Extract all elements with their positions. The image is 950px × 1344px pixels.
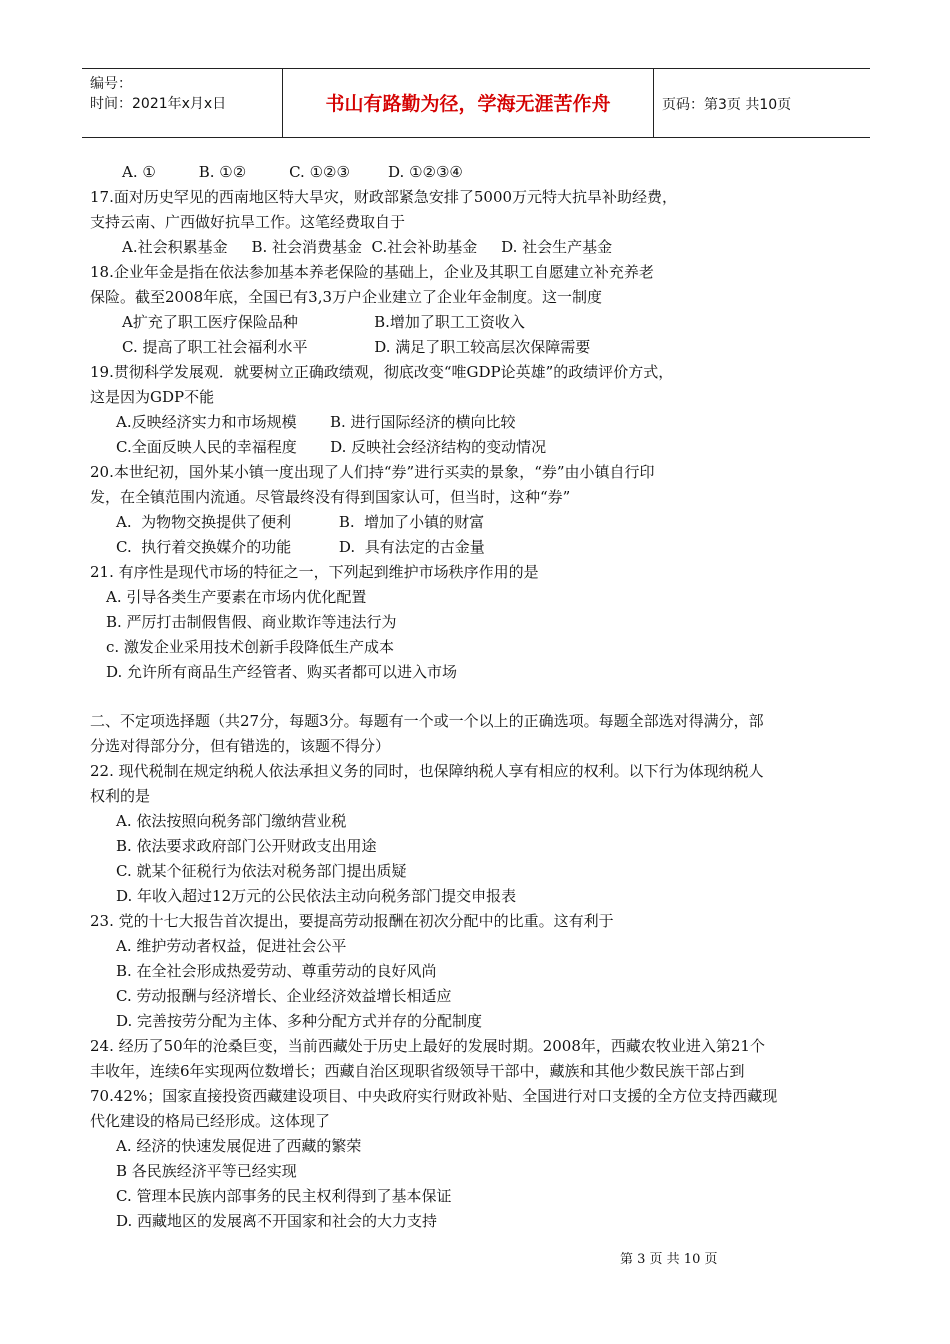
q22-option-d: D. 年收入超过12万元的公民依法主动向税务部门提交申报表 bbox=[116, 887, 517, 905]
q24-stem-4: 代化建设的格局已经形成。这体现了 bbox=[90, 1112, 331, 1130]
q21-option-d: D. 允许所有商品生产经管者、购买者都可以进入市场 bbox=[106, 663, 458, 681]
q17-stem-2: 支持云南、广西做好抗旱工作。这笔经费取自于 bbox=[90, 213, 406, 231]
q21-option-c: c. 激发企业采用技术创新手段降低生产成本 bbox=[106, 638, 394, 656]
q24-stem-3: 70.42%；国家直接投资西藏建设项目、中央政府实行财政补贴、全国进行对口支援的全方位支持西藏现 bbox=[90, 1087, 778, 1105]
q24-option-b: B 各民族经济平等已经实现 bbox=[116, 1162, 297, 1180]
q19-stem-2: 这是因为GDP不能 bbox=[90, 388, 215, 406]
page-footer: 第 3 页 共 10 页 bbox=[620, 1252, 718, 1267]
q21-option-b: B. 严厉打击制假售假、商业欺诈等违法行为 bbox=[106, 613, 397, 631]
q24-option-c: C. 管理本民族内部事务的民主权利得到了基本保证 bbox=[116, 1187, 452, 1205]
date-label: 时间：2021年x月x日 bbox=[90, 96, 227, 112]
q21-stem: 21. 有序性是现代市场的特征之一，下列起到维护市场秩序作用的是 bbox=[90, 563, 539, 581]
section2-heading-1: 二、不定项选择题（共27分，每题3分。每题有一个或一个以上的正确选项。每题全部选对得满分，部 bbox=[90, 712, 764, 730]
page-label: 页码：第3页 共10页 bbox=[662, 97, 792, 113]
q22-stem-1: 22. 现代税制在规定纳税人依法承担义务的同时，也保障纳税人享有相应的权利。以下行为体现纳税人 bbox=[90, 762, 764, 780]
page-header bbox=[82, 68, 870, 138]
header-motto-cell bbox=[283, 69, 654, 137]
q24-option-a: A. 经济的快速发展促进了西藏的繁荣 bbox=[116, 1137, 362, 1155]
q24-option-d: D. 西藏地区的发展离不开国家和社会的大力支持 bbox=[116, 1212, 438, 1230]
q23-stem: 23. 党的十七大报告首次提出，要提高劳动报酬在初次分配中的比重。这有利于 bbox=[90, 912, 614, 930]
q18-options-ab: A扩充了职工医疗保险品种 B.增加了职工工资收入 bbox=[122, 313, 525, 331]
q19-stem-1: 19.贯彻科学发展观．就要树立正确政绩观，彻底改变“唯GDP论英雄”的政绩评价方式， bbox=[90, 363, 674, 381]
q24-stem-2: 丰收年，连续6年实现两位数增长；西藏自治区现职省级领导干部中，藏族和其他少数民族干部占到 bbox=[90, 1062, 745, 1080]
q20-stem-1: 20.本世纪初，国外某小镇一度出现了人们持“券”进行买卖的景象，“券”由小镇自行印 bbox=[90, 463, 655, 481]
q17-options: A.社会积累基金 B. 社会消费基金 C.社会补助基金 D. 社会生产基金 bbox=[122, 238, 613, 256]
q20-options-ab: A. 为物物交换提供了便利 B. 增加了小镇的财富 bbox=[116, 513, 485, 531]
q18-stem-1: 18.企业年金是指在依法参加基本养老保险的基础上，企业及其职工自愿建立补充养老 bbox=[90, 263, 654, 281]
q23-option-d: D. 完善按劳分配为主体、多种分配方式并存的分配制度 bbox=[116, 1012, 483, 1030]
motto: 书山有路勤为径，学海无涯苦作舟 bbox=[325, 93, 611, 115]
q17-stem-1: 17.面对历史罕见的西南地区特大旱灾，财政部紧急安排了5000万元特大抗旱补助经费， bbox=[90, 188, 678, 206]
q23-option-a: A. 维护劳动者权益，促进社会公平 bbox=[116, 937, 347, 955]
q24-stem-1: 24. 经历了50年的沧桑巨变，当前西藏处于历史上最好的发展时期。2008年，西藏农牧业进入第21个 bbox=[90, 1037, 765, 1055]
q19-options-cd: C.全面反映人民的幸福程度 D. 反映社会经济结构的变动情况 bbox=[116, 438, 547, 456]
q23-option-b: B. 在全社会形成热爱劳动、尊重劳动的良好风尚 bbox=[116, 962, 437, 980]
q22-option-c: C. 就某个征税行为依法对税务部门提出质疑 bbox=[116, 862, 407, 880]
q22-option-b: B. 依法要求政府部门公开财政支出用途 bbox=[116, 837, 377, 855]
section2-heading-2: 分选对得部分分，但有错选的，该题不得分） bbox=[90, 737, 391, 755]
q20-stem-2: 发，在全镇范围内流通。尽管最终没有得到国家认可，但当时，这种“券” bbox=[90, 488, 571, 506]
q18-stem-2: 保险。截至2008年底，全国已有3,3万户企业建立了企业年金制度。这一制度 bbox=[90, 288, 603, 306]
q20-options-cd: C. 执行着交换媒介的功能 D. 具有法定的古金量 bbox=[116, 538, 485, 556]
q18-options-cd: C. 提高了职工社会福利水平 D. 满足了职工较高层次保障需要 bbox=[122, 338, 591, 356]
q16-options: A. ① B. ①② C. ①②③ D. ①②③④ bbox=[122, 163, 463, 181]
q19-options-ab: A.反映经济实力和市场规模 B. 进行国际经济的横向比较 bbox=[116, 413, 516, 431]
header-meta-cell bbox=[82, 69, 283, 137]
q22-option-a: A. 依法按照向税务部门缴纳营业税 bbox=[116, 812, 347, 830]
q23-option-c: C. 劳动报酬与经济增长、企业经济效益增长相适应 bbox=[116, 987, 452, 1005]
q21-option-a: A. 引导各类生产要素在市场内优化配置 bbox=[106, 588, 367, 606]
q22-stem-2: 权利的是 bbox=[90, 787, 151, 805]
number-label: 编号： bbox=[90, 76, 132, 92]
header-page-cell bbox=[654, 69, 870, 137]
